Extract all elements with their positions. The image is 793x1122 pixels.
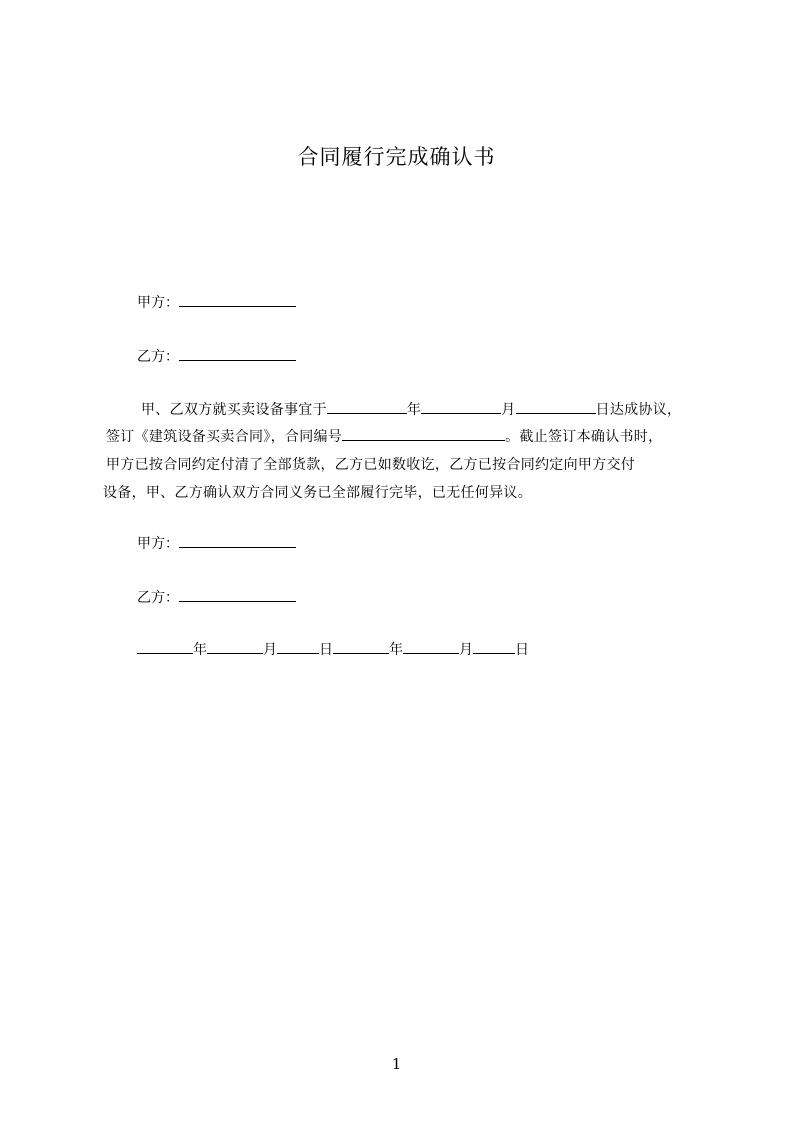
paragraph-line-1 xyxy=(141,399,681,419)
month-unit: 月 xyxy=(501,402,516,418)
date-year-blank[interactable] xyxy=(137,640,193,654)
date-line xyxy=(137,639,529,659)
signature-party-b xyxy=(137,587,296,607)
party-b-blank[interactable] xyxy=(179,347,296,361)
contract-number-blank[interactable] xyxy=(342,427,505,441)
line1-suffix: 日达成协议， xyxy=(595,402,682,418)
party-a-label: 甲方： xyxy=(137,295,179,311)
agreement-month-blank[interactable] xyxy=(421,400,501,414)
paragraph-line-3: 甲方已按合同约定付清了全部货款，乙方已如数收讫，乙方已按合同约定向甲方交付 xyxy=(106,457,636,473)
page-number: 1 xyxy=(391,1055,402,1073)
date-year-unit: 年 xyxy=(193,642,207,658)
signature-party-a xyxy=(137,533,296,553)
party-a-field xyxy=(137,292,296,312)
line2-suffix: 。截止签订本确认书时， xyxy=(505,429,663,445)
signature-party-b-blank[interactable] xyxy=(179,588,296,602)
document-title: 合同履行完成确认书 xyxy=(297,145,496,169)
party-b-label: 乙方： xyxy=(137,349,179,365)
signature-party-a-label: 甲方： xyxy=(137,536,179,552)
party-a-blank[interactable] xyxy=(179,293,296,307)
agreement-day-blank[interactable] xyxy=(516,400,596,414)
date-year2-unit: 年 xyxy=(389,642,403,658)
date-day2-unit: 日 xyxy=(515,642,529,658)
signature-party-a-blank[interactable] xyxy=(179,534,296,548)
date-month2-unit: 月 xyxy=(459,642,473,658)
signature-party-b-label: 乙方： xyxy=(137,590,179,606)
date-month2-blank[interactable] xyxy=(403,640,459,654)
paragraph-line-2 xyxy=(106,426,662,446)
agreement-year-blank[interactable] xyxy=(327,400,407,414)
line1-prefix: 甲、乙双方就买卖设备事宜于 xyxy=(141,402,327,418)
date-year2-blank[interactable] xyxy=(333,640,389,654)
year-unit: 年 xyxy=(406,402,422,418)
date-day-unit: 日 xyxy=(319,642,333,658)
date-month-blank[interactable] xyxy=(207,640,263,654)
line2-prefix: 签订《建筑设备买卖合同》，合同编号 xyxy=(106,429,343,445)
paragraph-line-4: 设备，甲、乙方确认双方合同义务已全部履行完毕，已无任何异议。 xyxy=(103,485,532,501)
date-day2-blank[interactable] xyxy=(473,640,515,654)
date-day-blank[interactable] xyxy=(277,640,319,654)
date-month-unit: 月 xyxy=(263,642,277,658)
party-b-field xyxy=(137,346,296,366)
